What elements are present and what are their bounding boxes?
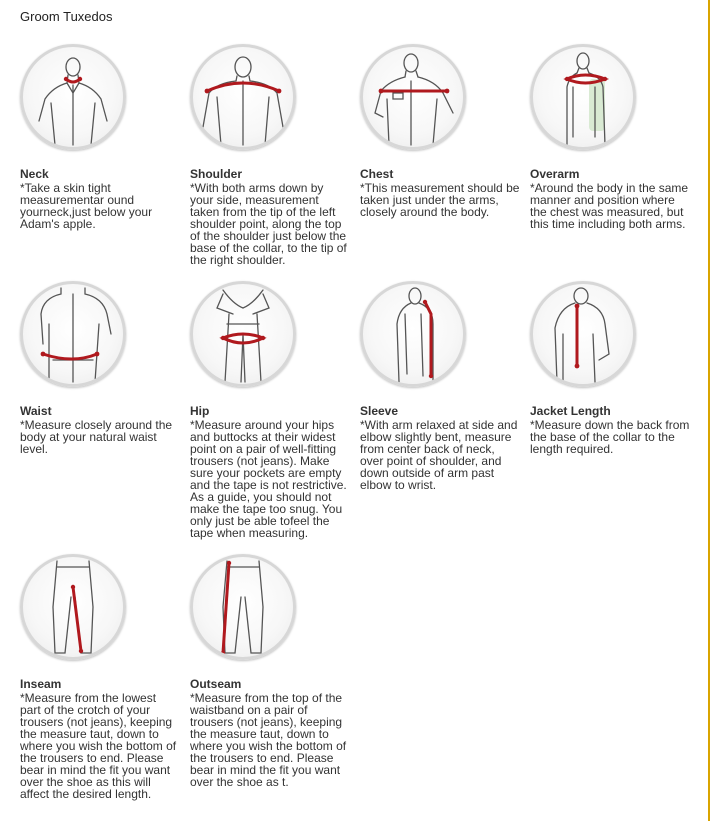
page-title: Groom Tuxedos — [20, 9, 113, 24]
jacket-length-measurement-icon — [530, 281, 636, 387]
measurement-label: Outseam — [190, 677, 242, 691]
outseam-measurement-icon — [190, 554, 296, 660]
measurement-label: Hip — [190, 404, 210, 418]
measurement-description: *Measure closely around the body at your natural waist level. — [20, 418, 173, 456]
inseam-measurement-icon — [20, 554, 126, 660]
measurement-description: *Measure around your hips and buttocks at their widest point on a pair of well-fitting trousers (not jeans). Make sure your pockets are empty and the tape is not restrictive. As a guide, you should not make the tape too snug. You only just be able tofeel the tape when measuring. — [190, 418, 347, 540]
measurement-description: *Around the body in the same manner and position where the chest was measured, but this time including both arms. — [530, 181, 689, 231]
measurement-label: Sleeve — [360, 404, 399, 418]
measurement-description: *Take a skin tight measurementar ound yourneck,just below your Adam's apple. — [20, 181, 153, 231]
measurement-label: Overarm — [530, 167, 580, 181]
measurement-label: Jacket Length — [530, 404, 611, 418]
measurement-description: *Measure from the lowest part of the crotch of your trousers (not jeans), keeping the measure taut, down to where you wish the bottom of the trousers to end. Please bear in mind the fit you want over the shoe as this will affect the desired length. — [20, 691, 177, 801]
measurement-label: Inseam — [20, 677, 62, 691]
measurement-description: *With both arms down by your side, measurement taken from the tip of the left shoulder point, along the top of the shoulder just below the base of the collar, to the tip of the right shoulder. — [190, 181, 347, 267]
chest-measurement-icon — [360, 44, 466, 150]
overarm-measurement-icon — [530, 44, 636, 150]
shoulder-measurement-icon — [190, 44, 296, 150]
hip-measurement-icon — [190, 281, 296, 387]
sleeve-measurement-icon — [360, 281, 466, 387]
measurement-label: Shoulder — [190, 167, 243, 181]
waist-measurement-icon — [20, 281, 126, 387]
measurement-description: *Measure down the back from the base of the collar to the length required. — [530, 418, 690, 456]
measurement-description: *With arm relaxed at side and elbow slightly bent, measure from center back of neck, over point of shoulder, and down outside of arm past elbow to wrist. — [360, 418, 518, 492]
measurement-label: Neck — [20, 167, 49, 181]
neck-measurement-icon — [20, 44, 126, 150]
measurement-description: *Measure from the top of the waistband on a pair of trousers (not jeans), keeping the measure taut, down to where you wish the bottom of the trousers to end. Please bear in mind the fit you want over the shoe as t. — [190, 691, 347, 789]
measurement-label: Chest — [360, 167, 394, 181]
measurement-description: *This measurement should be taken just under the arms, closely around the body. — [360, 181, 520, 219]
page-edge-border — [708, 0, 710, 821]
measurement-label: Waist — [20, 404, 52, 418]
